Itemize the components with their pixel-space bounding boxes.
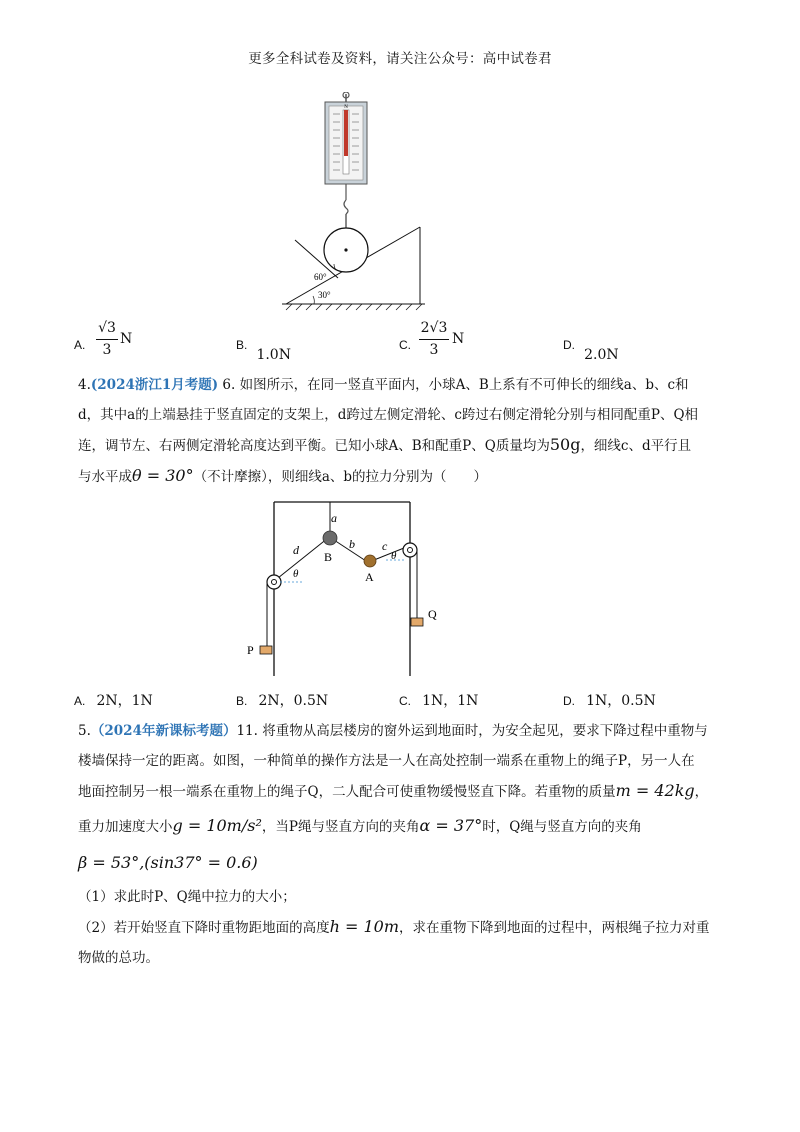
- q5-mass: m = 42kg: [615, 781, 695, 800]
- q5-text: （2）若开始竖直下降时重物距地面的高度: [78, 920, 330, 936]
- q4-text: 与水平成: [78, 469, 132, 485]
- label-Q: Q: [428, 607, 437, 621]
- theta-right: θ: [391, 550, 397, 562]
- angle-60-label: 60°: [314, 272, 327, 282]
- q4-option-c[interactable]: [399, 690, 478, 710]
- q4-text: 6. 如图所示，在同一竖直平面内，小球A、B上系有不可伸长的细线a、b、c和: [218, 377, 689, 393]
- q5-text: ，求在重物下降到地面的过程中，两根绳子拉力对重: [399, 920, 710, 936]
- q5-text: 11. 将重物从高层楼房的窗外运到地面时，为安全起见，要求下降过程中重物与: [236, 723, 708, 739]
- fraction-numerator: √3: [98, 320, 116, 336]
- string-d: [278, 538, 328, 578]
- q4-line-3: [78, 430, 728, 461]
- q4-theta: θ = 30°: [132, 466, 194, 485]
- q4-number: 4.: [78, 377, 91, 393]
- option-letter: D.: [563, 694, 575, 708]
- option-text: 2N，1N: [96, 693, 153, 709]
- option-letter: C.: [399, 694, 411, 708]
- scale-unit-label: N: [344, 105, 348, 110]
- ball-a: [364, 555, 376, 567]
- label-b: b: [349, 537, 355, 551]
- q4-source-tag: (2024浙江1月考题): [90, 377, 219, 393]
- q5-line-4: [78, 811, 728, 842]
- label-a: a: [331, 511, 337, 525]
- q4-mass: 50g: [549, 435, 581, 454]
- label-d: d: [293, 543, 299, 557]
- option-letter: A.: [74, 338, 86, 352]
- ball-b: [323, 531, 337, 545]
- q5-text: 时，Q绳与竖直方向的夹角: [482, 819, 642, 835]
- q4-stem: [78, 370, 728, 492]
- q3-figure: [280, 92, 440, 314]
- q3-option-c[interactable]: [399, 320, 519, 370]
- q5-stem: [78, 716, 728, 973]
- q5-line-2: 楼墙保持一定的距离。如图，一种简单的操作方法是一人在高处控制一端系在重物上的绳子P，另一人在: [78, 753, 695, 769]
- fraction-numerator: 2√3: [420, 320, 448, 336]
- unit: N: [120, 331, 133, 347]
- theta-left: θ: [293, 568, 299, 580]
- q3-option-d[interactable]: [563, 334, 619, 363]
- q3-option-a[interactable]: [74, 320, 194, 370]
- q5-sub-2: [78, 912, 728, 943]
- option-letter: B.: [236, 338, 248, 352]
- q4-text: ，细线c、d平行且: [580, 438, 692, 454]
- q5-sub-1: （1）求此时P、Q绳中拉力的大小；: [78, 889, 296, 905]
- q4-text: 连，调节左、右两侧定滑轮高度达到平衡。已知小球A、B和配重P、Q质量均为: [78, 438, 550, 454]
- q5-line-1: [78, 716, 728, 746]
- q4-line-1: [78, 370, 728, 400]
- option-text: 1N，0.5N: [586, 693, 656, 709]
- q5-sub-2-cont: 物做的总功。: [78, 950, 159, 966]
- q4-line-4: [78, 461, 728, 492]
- page-header: 更多全科试卷及资料，请关注公众号：高中试卷君: [248, 51, 552, 67]
- q4-option-a[interactable]: [74, 690, 153, 710]
- fraction-bar: [419, 339, 449, 340]
- q5-alpha: α = 37°: [419, 816, 483, 835]
- q5-line-3: [78, 776, 728, 807]
- q5-text: ，: [694, 784, 709, 800]
- q5-text: 地面控制另一根一端系在重物上的绳子Q，二人配合可使重物缓慢竖直下降。若重物的质量: [78, 784, 616, 800]
- label-B: B: [324, 550, 333, 564]
- q5-line-5: β = 53°,(sin37° = 0.6): [78, 853, 258, 872]
- option-letter: C.: [399, 338, 411, 352]
- fraction-bar: [96, 339, 118, 340]
- q3-option-b[interactable]: [236, 334, 291, 363]
- q5-source-tag: （2024年新课标考题）: [90, 723, 237, 739]
- fraction-denominator: 3: [429, 342, 439, 358]
- option-letter: A.: [74, 694, 86, 708]
- q5-number: 5.: [78, 723, 91, 739]
- q4-text: （不计摩擦），则细线a、b的拉力分别为（ ）: [193, 469, 488, 485]
- weight-q: [411, 618, 423, 626]
- unit: N: [452, 331, 465, 347]
- option-text: 2.0N: [584, 347, 619, 363]
- q4-option-b[interactable]: [236, 690, 328, 710]
- right-pulley: [403, 543, 417, 557]
- option-text: 1.0N: [256, 347, 291, 363]
- option-letter: D.: [563, 338, 575, 352]
- label-P: P: [247, 643, 254, 657]
- weight-p: [260, 646, 272, 654]
- q5-text: ，当P绳与竖直方向的夹角: [261, 819, 420, 835]
- label-A: A: [365, 570, 374, 584]
- fraction-denominator: 3: [102, 342, 112, 358]
- option-text: 2N，0.5N: [258, 693, 329, 709]
- label-c: c: [382, 539, 388, 553]
- q5-text: 重力加速度大小: [78, 819, 173, 835]
- option-letter: B.: [236, 694, 248, 708]
- angle-30-label: 30°: [318, 290, 331, 300]
- q5-g: g = 10m/s²: [172, 816, 262, 835]
- option-text: 1N，1N: [422, 693, 479, 709]
- q4-line-2: d，其中a的上端悬挂于竖直固定的支架上，d跨过左侧定滑轮、c跨过右侧定滑轮分别与相同配重P、Q相: [78, 407, 699, 423]
- left-pulley: [267, 575, 281, 589]
- q5-height: h = 10m: [329, 917, 400, 936]
- q4-option-d[interactable]: [563, 690, 656, 710]
- q4-figure: [240, 498, 440, 680]
